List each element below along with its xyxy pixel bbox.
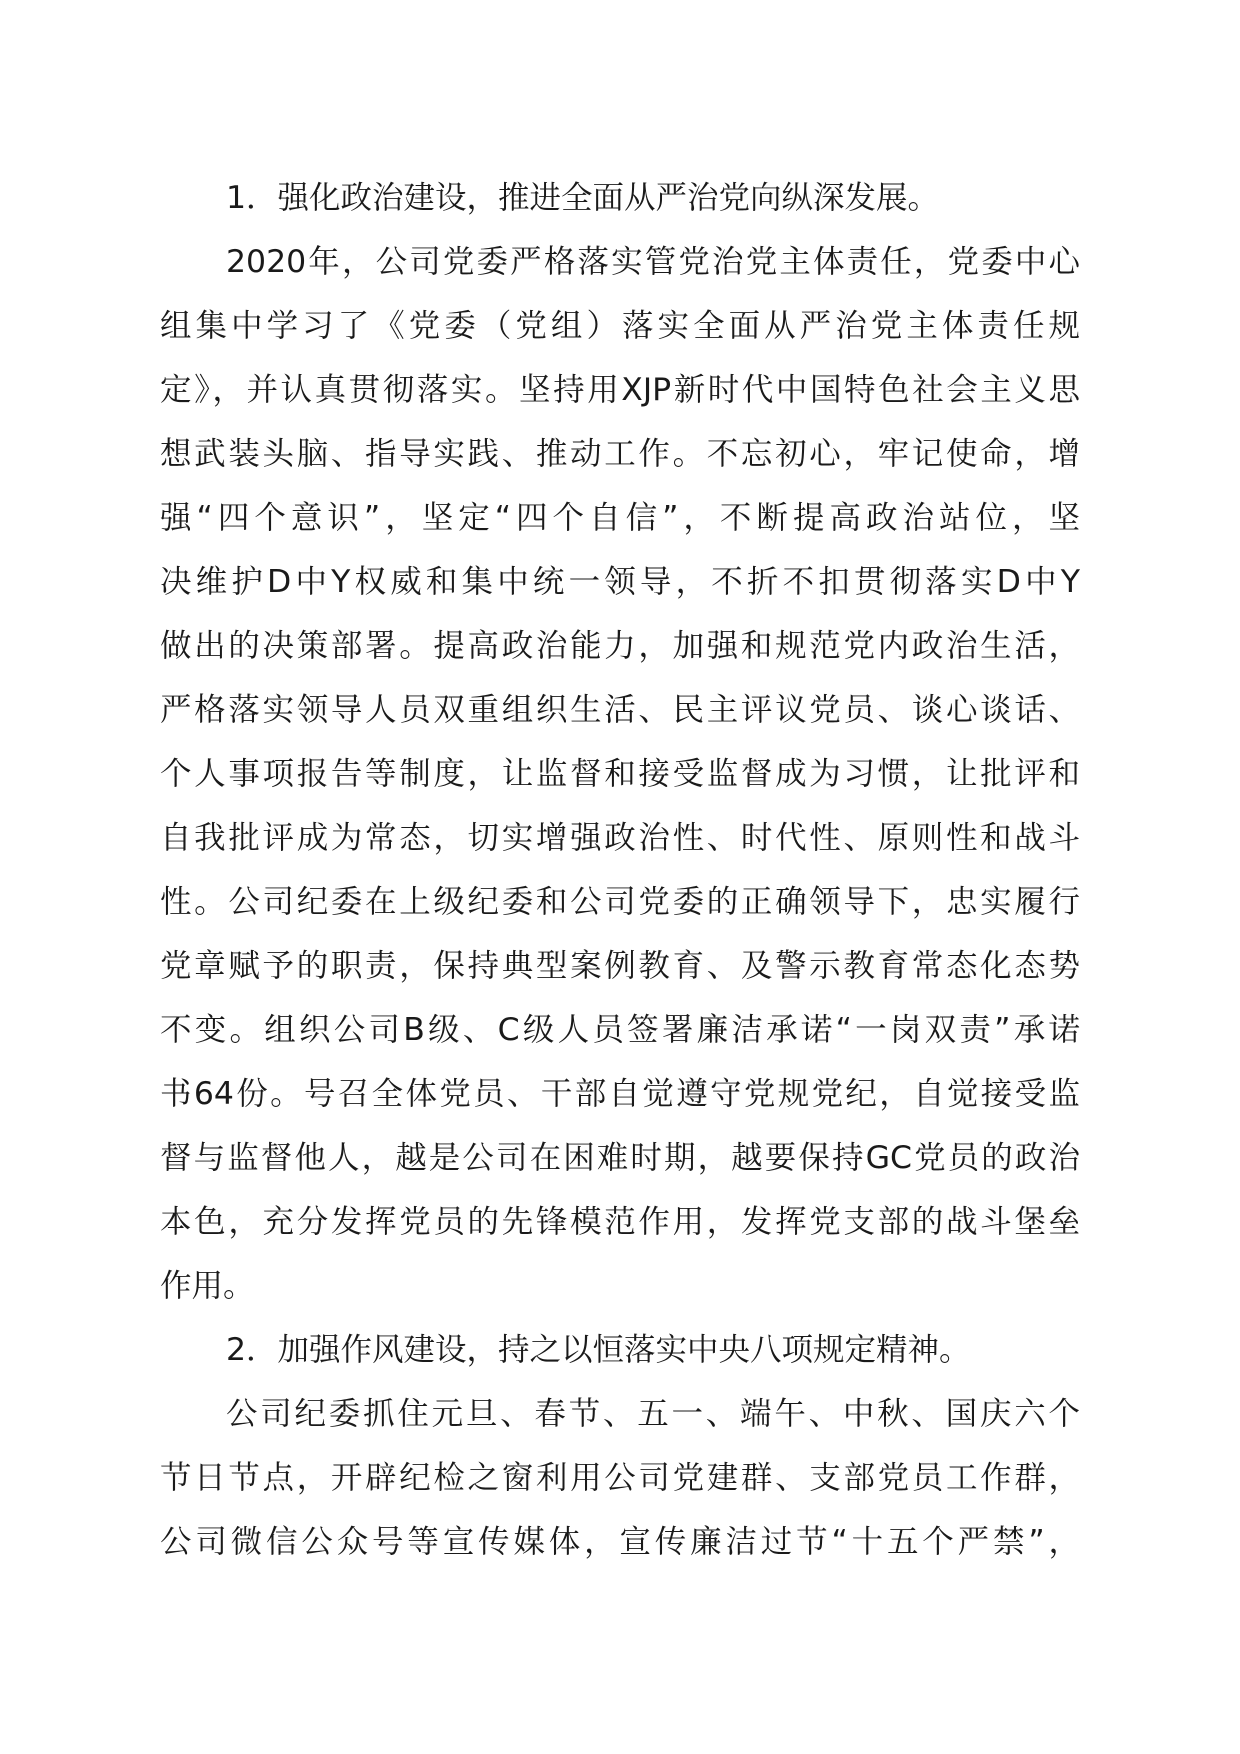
paragraph-line: 不变。组织公司B级、C级人员签署廉洁承诺“一岗双责”承诺 [160, 1012, 1080, 1048]
paragraph-line: 公司纪委抓住元旦、春节、五一、端午、中秋、国庆六个 [226, 1396, 1080, 1432]
paragraph-line: 想武装头脑、指导实践、推动工作。不忘初心，牢记使命，增 [160, 436, 1080, 472]
paragraph-line: 督与监督他人，越是公司在困难时期，越要保持GC党员的政治 [160, 1140, 1080, 1176]
paragraph-line: 个人事项报告等制度，让监督和接受监督成为习惯，让批评和 [160, 756, 1080, 792]
section-heading-1: 1．强化政治建设，推进全面从严治党向纵深发展。 [226, 180, 940, 216]
paragraph-line: 本色，充分发挥党员的先锋模范作用，发挥党支部的战斗堡垒 [160, 1204, 1080, 1240]
paragraph-line: 组集中学习了《党委（党组）落实全面从严治党主体责任规 [160, 308, 1080, 344]
paragraph-line: 作用。 [160, 1268, 255, 1304]
paragraph-line: 节日节点，开辟纪检之窗利用公司党建群、支部党员工作群， [160, 1460, 1080, 1496]
paragraph-line: 性。公司纪委在上级纪委和公司党委的正确领导下，忠实履行 [160, 884, 1080, 920]
paragraph-line: 强“四个意识”，坚定“四个自信”，不断提高政治站位，坚 [160, 500, 1080, 536]
paragraph-line: 书64份。号召全体党员、干部自觉遵守党规党纪，自觉接受监 [160, 1076, 1080, 1112]
paragraph-line: 决维护D中Y权威和集中统一领导，不折不扣贯彻落实D中Y [160, 564, 1080, 600]
paragraph-line: 党章赋予的职责，保持典型案例教育、及警示教育常态化态势 [160, 948, 1080, 984]
paragraph-line: 定》，并认真贯彻落实。坚持用XJP新时代中国特色社会主义思 [160, 372, 1080, 408]
document-body [160, 166, 1080, 1574]
paragraph-line: 2020年，公司党委严格落实管党治党主体责任，党委中心 [226, 244, 1080, 280]
paragraph-line: 自我批评成为常态，切实增强政治性、时代性、原则性和战斗 [160, 820, 1080, 856]
paragraph-line: 做出的决策部署。提高政治能力，加强和规范党内政治生活， [160, 628, 1080, 664]
section-heading-2: 2．加强作风建设，持之以恒落实中央八项规定精神。 [226, 1332, 971, 1368]
paragraph-line: 严格落实领导人员双重组织生活、民主评议党员、谈心谈话、 [160, 692, 1080, 728]
paragraph-line: 公司微信公众号等宣传媒体，宣传廉洁过节“十五个严禁”， [160, 1524, 1080, 1560]
